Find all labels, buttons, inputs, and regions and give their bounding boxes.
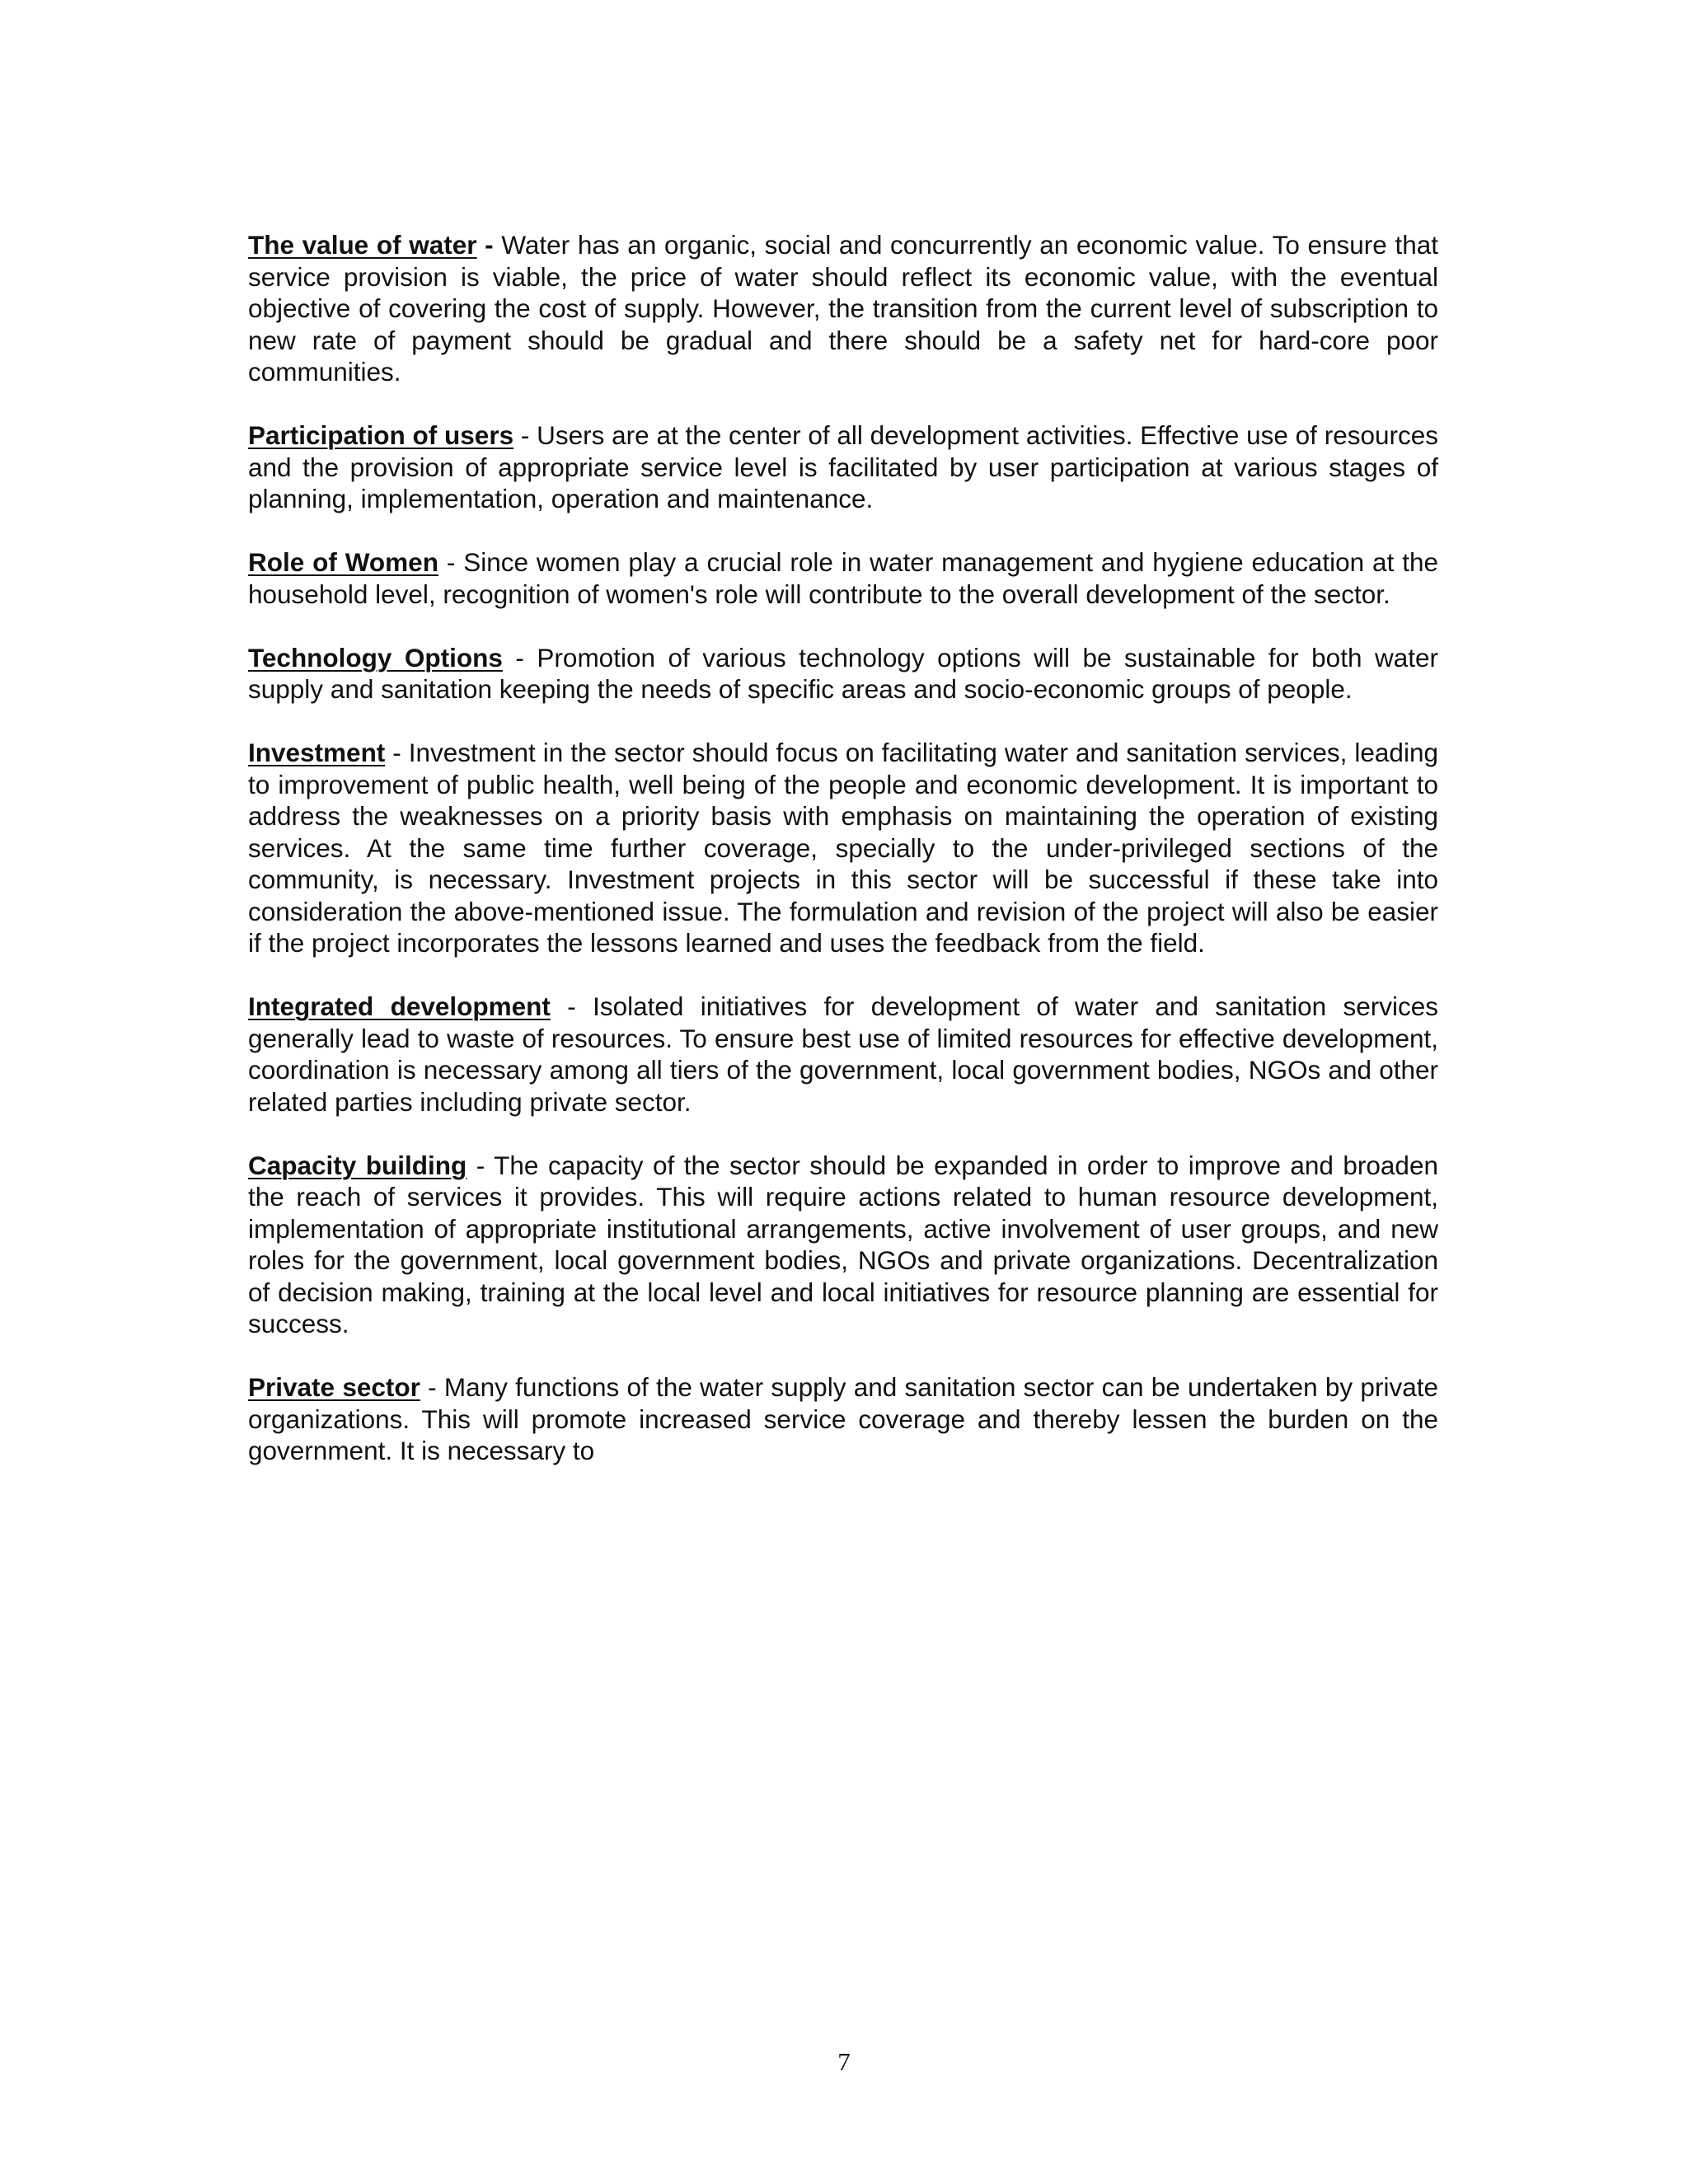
paragraph-integrated-development (248, 991, 1438, 1118)
paragraph-text: Since women play a crucial role in water management and hygiene education at the household level, recognition of women's role will contribute to the overall development of the sector. (248, 547, 1438, 609)
paragraph-value-of-water (248, 229, 1438, 388)
term-separator: - (550, 991, 593, 1021)
term-separator: - (502, 642, 537, 673)
paragraph-role-of-women (248, 546, 1438, 610)
paragraph-private-sector (248, 1371, 1438, 1467)
paragraph-text: Isolated initiatives for development of water and sanitation services generally lead to waste of resources. To ensure best use of limited resources for effective development, coordination is necessary among all tiers of the government, local government bodies, NGOs and other related parties including private sector. (248, 991, 1438, 1117)
paragraph-text: Investment in the sector should focus on facilitating water and sanitation services, leading to improvement of public health, well being of the people and economic development. It is important to address the weaknesses on a priority basis with emphasis on maintaining the operation of existing services. At the same time further coverage, specially to the under-privileged sections of the community, is necessary. Investment projects in this sector will be successful if these take into consideration the above-mentioned issue. The formulation and revision of the project will also be easier if the project incorporates the lessons learned and uses the feedback from the field. (248, 738, 1438, 958)
term-heading: Private sector (248, 1372, 420, 1402)
paragraph-investment (248, 737, 1438, 959)
paragraph-capacity-building (248, 1150, 1438, 1340)
paragraph-text: The capacity of the sector should be expanded in order to improve and broaden the reach of services it provides. This will require actions related to human resource development, implementation of appropriate institutional arrangements, active involvement of user groups, and new roles for the government, local government bodies, NGOs and private organizations. Decentralization of decision making, training at the local level and local initiatives for resource planning are essential for success. (248, 1150, 1438, 1338)
paragraph-text: Many functions of the water supply and sanitation sector can be undertaken by private organizations. This will promote increased service coverage and thereby lessen the burden on the government. It is necessary to (248, 1372, 1438, 1465)
term-separator: - (385, 738, 409, 767)
term-heading: Capacity building (248, 1150, 467, 1180)
paragraph-participation-of-users (248, 419, 1438, 515)
paragraph-text: Users are at the center of all development activities. Effective use of resources and the provision of appropriate service level is facilitated by user participation at various stages of planning, implementation, operation and maintenance. (248, 420, 1439, 513)
term-separator: - (476, 230, 502, 260)
term-separator: - (438, 547, 464, 577)
paragraph-text: Promotion of various technology options will be sustainable for both water supply and sanitation keeping the needs of specific areas and socio-economic groups of people. (248, 642, 1438, 704)
term-heading: Investment (248, 738, 386, 767)
term-heading: Role of Women (248, 547, 438, 577)
page-number: 7 (837, 2047, 851, 2076)
body-text (248, 229, 1438, 1467)
paragraph-technology-options (248, 642, 1438, 705)
paragraph-text: Water has an organic, social and concurrently an economic value. To ensure that service provision is viable, the price of water should reflect its economic value, with the eventual objective of covering the cost of supply. However, the transition from the current level of subscription to new rate of payment should be gradual and there should be a safety net for hard-core poor communities. (248, 230, 1438, 387)
term-heading: Technology Options (248, 642, 503, 673)
term-heading: Participation of users (248, 420, 514, 450)
term-separator: - (420, 1372, 444, 1402)
term-separator: - (513, 420, 537, 450)
term-separator: - (467, 1150, 495, 1180)
term-heading: Integrated development (248, 991, 551, 1021)
term-heading: The value of water (248, 230, 477, 260)
